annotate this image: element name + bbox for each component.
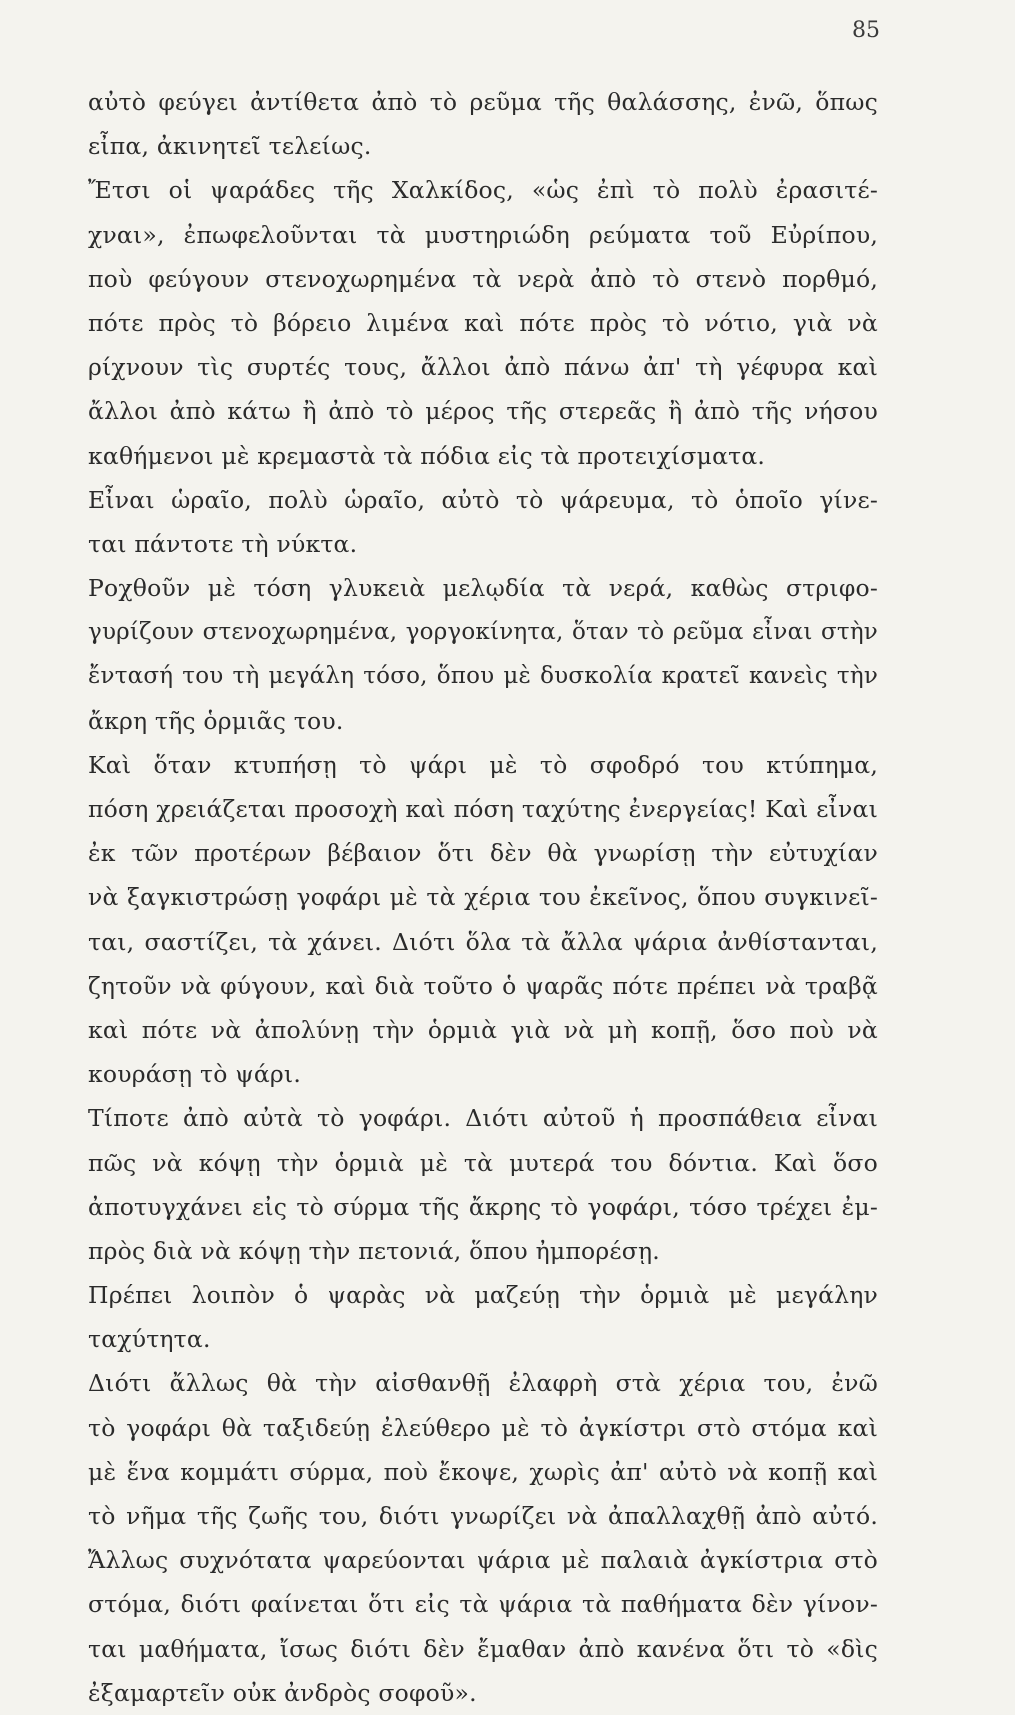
text-line: χναι», ἐπωφελοῦνται τὰ μυστηριώδη ρεύματα τοῦ Εὐρίπου, bbox=[88, 220, 878, 249]
text-line: ταχύτητα. bbox=[88, 1325, 211, 1354]
text-line: Ἄλλως συχνότατα ψαρεύονται ψάρια μὲ παλαιὰ ἀγκίστρια στὸ bbox=[88, 1546, 878, 1575]
body-text bbox=[88, 80, 878, 1715]
text-line: ται, σαστίζει, τὰ χάνει. Διότι ὅλα τὰ ἄλλα ψάρια ἀνθίστανται, bbox=[88, 927, 878, 956]
text-line: Καὶ ὅταν κτυπήσῃ τὸ ψάρι μὲ τὸ σφοδρό του κτύπημα, bbox=[88, 750, 878, 779]
text-line: Ἔτσι οἱ ψαράδες τῆς Χαλκίδος, «ὡς ἐπὶ τὸ πολὺ ἐρασιτέ- bbox=[88, 176, 878, 205]
text-line: πῶς νὰ κόψῃ τὴν ὁρμιὰ μὲ τὰ μυτερά του δόντια. Καὶ ὅσο bbox=[88, 1148, 878, 1177]
text-line: Ροχθοῦν μὲ τόση γλυκειὰ μελῳδία τὰ νερά, καθὼς στριφο- bbox=[88, 574, 878, 603]
text-line: ζητοῦν νὰ φύγουν, καὶ διὰ τοῦτο ὁ ψαρᾶς πότε πρέπει νὰ τραβᾷ bbox=[88, 971, 878, 1000]
text-line: τὸ γοφάρι θὰ ταξιδεύῃ ἐλεύθερο μὲ τὸ ἀγκίστρι στὸ στόμα καὶ bbox=[88, 1413, 878, 1442]
text-line: νὰ ξαγκιστρώσῃ γοφάρι μὲ τὰ χέρια του ἐκεῖνος, ὅπου συγκινεῖ- bbox=[88, 883, 878, 912]
page-number: 85 bbox=[852, 18, 880, 43]
text-line: ται πάντοτε τὴ νύκτα. bbox=[88, 529, 358, 558]
text-line: Διότι ἄλλως θὰ τὴν αἰσθανθῇ ἐλαφρὴ στὰ χέρια του, ἐνῶ bbox=[88, 1369, 878, 1398]
text-line: ἔντασή του τὴ μεγάλη τόσο, ὅπου μὲ δυσκολία κρατεῖ κανεὶς τὴν bbox=[88, 663, 878, 690]
text-line: αὐτὸ φεύγει ἀντίθετα ἀπὸ τὸ ρεῦμα τῆς θαλάσσης, ἐνῶ, ὅπως bbox=[88, 88, 878, 116]
text-line: εἶπα, ἀκινητεῖ τελείως. bbox=[88, 132, 372, 161]
text-line: καθήμενοι μὲ κρεμαστὰ τὰ πόδια εἰς τὰ προτειχίσματα. bbox=[88, 441, 766, 470]
text-line: ρίχνουν τὶς συρτές τους, ἄλλοι ἀπὸ πάνω ἀπ' τὴ γέφυρα καὶ bbox=[88, 353, 878, 382]
text-line: ἄλλοι ἀπὸ κάτω ἢ ἀπὸ τὸ μέρος τῆς στερεᾶς ἢ ἀπὸ τῆς νήσου bbox=[88, 397, 878, 426]
text-line: κουράσῃ τὸ ψάρι. bbox=[88, 1060, 302, 1089]
text-line: πρὸς διὰ νὰ κόψῃ τὴν πετονιά, ὅπου ἠμπορέσῃ. bbox=[88, 1236, 660, 1265]
text-line: πόση χρειάζεται προσοχὴ καὶ πόση ταχύτης ἐνεργείας! Καὶ εἶναι bbox=[88, 795, 878, 823]
text-line: ἐξαμαρτεῖν οὐκ ἀνδρὸς σοφοῦ». bbox=[88, 1678, 477, 1707]
text-line: Πρέπει λοιπὸν ὁ ψαρὰς νὰ μαζεύῃ τὴν ὁρμιὰ μὲ μεγάλην bbox=[88, 1281, 878, 1310]
text-line: μὲ ἕνα κομμάτι σύρμα, ποὺ ἔκοψε, χωρὶς ἀπ' αὐτὸ νὰ κοπῇ καὶ bbox=[88, 1457, 878, 1486]
text-line: τὸ νῆμα τῆς ζωῆς του, διότι γνωρίζει νὰ ἀπαλλαχθῇ ἀπὸ αὐτό. bbox=[88, 1502, 878, 1530]
text-line: Εἶναι ὡραῖο, πολὺ ὡραῖο, αὐτὸ τὸ ψάρευμα, τὸ ὁποῖο γίνε- bbox=[88, 485, 878, 514]
text-line: πότε πρὸς τὸ βόρειο λιμένα καὶ πότε πρὸς τὸ νότιο, γιὰ νὰ bbox=[88, 308, 878, 337]
text-line: στόμα, διότι φαίνεται ὅτι εἰς τὰ ψάρια τὰ παθήματα δὲν γίνον- bbox=[88, 1590, 878, 1619]
text-line: γυρίζουν στενοχωρημένα, γοργοκίνητα, ὅταν τὸ ρεῦμα εἶναι στὴν bbox=[88, 619, 878, 646]
text-line: ἄκρη τῆς ὁρμιᾶς του. bbox=[88, 706, 344, 735]
text-line: Τίποτε ἀπὸ αὐτὰ τὸ γοφάρι. Διότι αὐτοῦ ἡ προσπάθεια εἶναι bbox=[88, 1104, 878, 1133]
text-line: ποὺ φεύγουν στενοχωρημένα τὰ νερὰ ἀπὸ τὸ στενὸ πορθμό, bbox=[88, 264, 878, 293]
text-line: καὶ πότε νὰ ἀπολύνῃ τὴν ὁρμιὰ γιὰ νὰ μὴ κοπῇ, ὅσο ποὺ νὰ bbox=[88, 1015, 878, 1044]
text-line: ἀποτυγχάνει εἰς τὸ σύρμα τῆς ἄκρης τὸ γοφάρι, τόσο τρέχει ἐμ- bbox=[88, 1192, 878, 1221]
text-line: ἐκ τῶν προτέρων βέβαιον ὅτι δὲν θὰ γνωρίσῃ τὴν εὐτυχίαν bbox=[88, 839, 878, 868]
text-line: ται μαθήματα, ἴσως διότι δὲν ἔμαθαν ἀπὸ κανένα ὅτι τὸ «δὶς bbox=[88, 1634, 878, 1663]
